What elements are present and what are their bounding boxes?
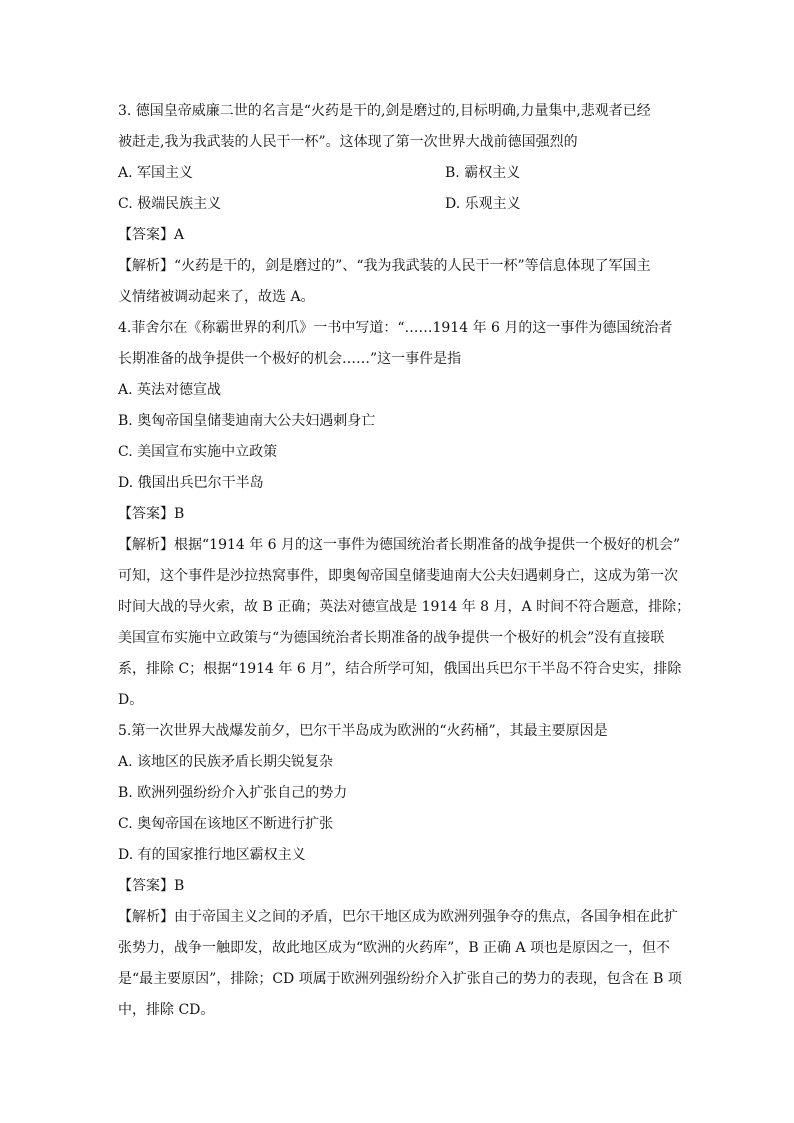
q4-analysis-line-6: D。 bbox=[118, 692, 144, 708]
q3-stem-line-2: 被赶走,我为我武装的人民干一杯”。这体现了第一次世界大战前德国强烈的 bbox=[118, 134, 578, 150]
q3-analysis-line-2: 义情绪被调动起来了，故选 A。 bbox=[118, 289, 315, 305]
q5-answer: 【答案】B bbox=[118, 878, 185, 894]
q4-option-b: B. 奥匈帝国皇储斐迪南大公夫妇遇刺身亡 bbox=[118, 413, 376, 429]
question-5 bbox=[118, 716, 684, 1026]
document-page bbox=[118, 96, 691, 1026]
q4-analysis-line-2: 可知，这个事件是沙拉热窝事件，即奥匈帝国皇储斐迪南大公夫妇遇刺身亡，这成为第一次 bbox=[118, 568, 678, 584]
q5-stem: 5.第一次世界大战爆发前夕，巴尔干半岛成为欧洲的“火药桶”，其最主要原因是 bbox=[118, 723, 608, 739]
q3-answer: 【答案】A bbox=[118, 227, 185, 243]
q4-analysis-line-1: 【解析】根据“1914 年 6 月的这一事件为德国统治者长期准备的战争提供一个极好的机会” bbox=[118, 537, 681, 553]
q3-options bbox=[118, 158, 684, 220]
q5-analysis-line-4: 中，排除 CD。 bbox=[118, 1002, 215, 1018]
q5-option-d: D. 有的国家推行地区霸权主义 bbox=[118, 847, 306, 863]
q5-analysis-line-3: 是“最主要原因”，排除；CD 项属于欧洲列强纷纷介入扩张自己的势力的表现，包含在 B 项 bbox=[118, 971, 682, 987]
q4-stem-line-1: 4.菲舍尔在《称霸世界的利爪》一书中写道：“……1914 年 6 月的这一事件为德国统治者 bbox=[118, 320, 673, 336]
q3-analysis-line-1: 【解析】“火药是干的，剑是磨过的”、“我为我武装的人民干一杯”等信息体现了军国主 bbox=[118, 258, 651, 274]
q5-option-c: C. 奥匈帝国在该地区不断进行扩张 bbox=[118, 816, 334, 832]
q4-analysis-line-4: 美国宣布实施中立政策与“为德国统治者长期准备的战争提供一个极好的机会”没有直接联 bbox=[118, 630, 665, 646]
question-4 bbox=[118, 313, 691, 716]
q4-answer: 【答案】B bbox=[118, 506, 185, 522]
q5-analysis-line-2: 张势力，战争一触即发，故此地区成为“欧洲的火药库”，B 正确 A 项也是原因之一，但不 bbox=[118, 940, 671, 956]
q3-stem-line-1: 3. 德国皇帝威廉二世的名言是“火药是干的,剑是磨过的,目标明确,力量集中,悲观者已经 bbox=[118, 103, 651, 119]
q5-analysis-line-1: 【解析】由于帝国主义之间的矛盾，巴尔干地区成为欧洲列强争夺的焦点，各国争相在此扩 bbox=[118, 909, 678, 925]
q4-option-c: C. 美国宣布实施中立政策 bbox=[118, 444, 278, 460]
q3-option-a: A. 军国主义 bbox=[118, 165, 194, 181]
q4-analysis-line-5: 系，排除 C；根据“1914 年 6 月”，结合所学可知，俄国出兵巴尔干半岛不符合史实，排除 bbox=[118, 661, 682, 677]
question-3 bbox=[118, 96, 684, 313]
q3-option-b: B. 霸权主义 bbox=[445, 165, 521, 181]
q4-stem-line-2: 长期准备的战争提供一个极好的机会……”这一事件是指 bbox=[118, 351, 462, 367]
q3-option-d: D. 乐观主义 bbox=[445, 196, 521, 212]
q5-option-a: A. 该地区的民族矛盾长期尖锐复杂 bbox=[118, 754, 334, 770]
q4-option-d: D. 俄国出兵巴尔干半岛 bbox=[118, 475, 264, 491]
q3-option-c: C. 极端民族主义 bbox=[118, 196, 222, 212]
q4-analysis-line-3: 时间大战的导火索，故 B 正确；英法对德宣战是 1914 年 8 月，A 时间不符合题意，排除； bbox=[118, 599, 691, 615]
q4-option-a: A. 英法对德宣战 bbox=[118, 382, 222, 398]
q5-option-b: B. 欧洲列强纷纷介入扩张自己的势力 bbox=[118, 785, 348, 801]
